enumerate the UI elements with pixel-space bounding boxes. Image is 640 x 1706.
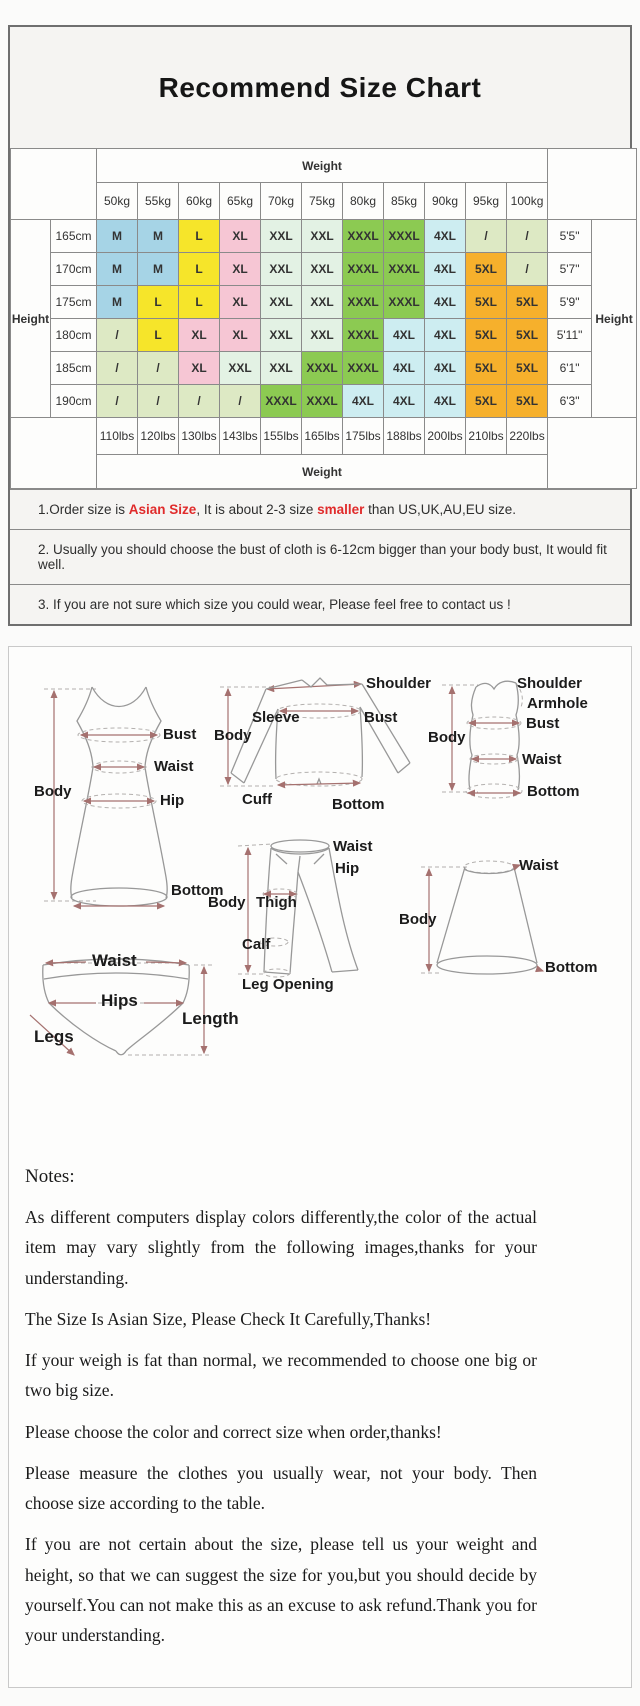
size-cell: L <box>138 319 179 352</box>
height-cm-cell: 185cm <box>51 352 97 385</box>
diagram-area <box>9 647 631 1152</box>
weight-kg-cell: 100kg <box>507 183 548 220</box>
corner-cell <box>548 418 637 489</box>
weight-lbs-cell: 130lbs <box>179 418 220 455</box>
size-cell: XXL <box>302 319 343 352</box>
brief-waist-label: Waist <box>92 951 137 970</box>
weight-lbs-row <box>11 418 637 455</box>
size-cell: XXXL <box>384 286 425 319</box>
height-label-right: Height <box>592 220 637 418</box>
weight-top-label: Weight <box>97 149 548 183</box>
weight-lbs-cell: 143lbs <box>220 418 261 455</box>
size-cell: / <box>97 385 138 418</box>
tank-body-label: Body <box>428 729 466 746</box>
size-table-body <box>11 149 637 489</box>
pants-thigh-label: Thigh <box>256 894 297 911</box>
size-cell: 4XL <box>425 319 466 352</box>
size-cell: M <box>138 220 179 253</box>
notes-section <box>9 1152 631 1650</box>
size-cell: XXXL <box>343 286 384 319</box>
size-cell: 5XL <box>466 319 507 352</box>
corner-cell <box>548 149 637 220</box>
size-row <box>11 319 637 352</box>
dress-waist-label: Waist <box>154 758 194 775</box>
weight-kg-cell: 65kg <box>220 183 261 220</box>
top-sleeve-label: Sleeve <box>252 709 300 726</box>
size-cell: L <box>179 286 220 319</box>
height-ft-cell: 6'3" <box>548 385 592 418</box>
pants-hip-label: Hip <box>335 860 360 877</box>
size-cell: XXXL <box>343 319 384 352</box>
weight-lbs-cell: 188lbs <box>384 418 425 455</box>
note-paragraph: As different computers display colors differently,the color of the actual item may vary slightly from the following images,thanks for your understanding. <box>25 1207 537 1288</box>
size-cell: XL <box>220 253 261 286</box>
height-cm-cell: 170cm <box>51 253 97 286</box>
size-cell: / <box>138 352 179 385</box>
size-cell: 4XL <box>384 385 425 418</box>
dress-hip-label: Hip <box>160 792 185 809</box>
size-cell: XXL <box>261 352 302 385</box>
top-bottom-label: Bottom <box>332 796 385 813</box>
height-cm-cell: 180cm <box>51 319 97 352</box>
size-cell: 5XL <box>507 352 548 385</box>
weight-lbs-cell: 155lbs <box>261 418 302 455</box>
chart-note-1-red-asian-size: Asian Size <box>128 502 197 517</box>
tank-bottom-label: Bottom <box>527 783 580 800</box>
top-cuff-label: Cuff <box>242 791 272 808</box>
chart-note-1-red-smaller: smaller <box>317 502 365 517</box>
size-cell: 4XL <box>425 352 466 385</box>
pants-leg-opening-label: Leg Opening <box>242 976 334 993</box>
height-label-left: Height <box>11 220 51 418</box>
corner-cell <box>11 418 97 489</box>
size-cell: / <box>97 352 138 385</box>
chart-note-1 <box>10 489 630 529</box>
corner-cell <box>11 149 97 220</box>
size-cell: / <box>179 385 220 418</box>
chart-note-2: 2. Usually you should choose the bust of cloth is 6-12cm bigger than your body bust, It would fit well. <box>10 529 630 584</box>
height-ft-cell: 5'11" <box>548 319 592 352</box>
dress-bust-label: Bust <box>163 726 197 743</box>
weight-lbs-cell: 165lbs <box>302 418 343 455</box>
chart-note-1-text: than US,UK,AU,EU size. <box>364 502 516 517</box>
chart-note-1-text: , It is about 2-3 size <box>196 502 318 517</box>
tank-armhole-label: Armhole <box>527 695 588 712</box>
size-cell: 5XL <box>466 286 507 319</box>
pants-body-label: Body <box>208 894 246 911</box>
chart-note-3: 3. If you are not sure which size you could wear, Please feel free to contact us ! <box>10 584 630 624</box>
size-cell: XL <box>220 220 261 253</box>
size-cell: XXXL <box>343 220 384 253</box>
pants-waist-label: Waist <box>333 838 373 855</box>
weight-lbs-cell: 110lbs <box>97 418 138 455</box>
size-cell: 4XL <box>343 385 384 418</box>
size-cell: XL <box>220 286 261 319</box>
weight-lbs-cell: 200lbs <box>425 418 466 455</box>
size-cell: / <box>138 385 179 418</box>
weight-lbs-cell: 220lbs <box>507 418 548 455</box>
size-cell: / <box>220 385 261 418</box>
size-cell: M <box>97 220 138 253</box>
size-cell: XXXL <box>384 220 425 253</box>
size-row <box>11 220 637 253</box>
height-cm-cell: 165cm <box>51 220 97 253</box>
size-row <box>11 385 637 418</box>
height-ft-cell: 5'7" <box>548 253 592 286</box>
dress-bottom-label: Bottom <box>171 882 224 899</box>
size-cell: 4XL <box>425 286 466 319</box>
size-cell: 4XL <box>384 319 425 352</box>
size-cell: 5XL <box>466 253 507 286</box>
weight-lbs-cell: 120lbs <box>138 418 179 455</box>
skirt-waist-label: Waist <box>519 857 559 874</box>
weight-header-row <box>11 149 637 183</box>
size-cell: XXXL <box>302 352 343 385</box>
skirt-diagram <box>385 823 635 978</box>
brief-legs-label: Legs <box>34 1027 74 1046</box>
dress-body-label: Body <box>34 783 72 800</box>
weight-lbs-cell: 210lbs <box>466 418 507 455</box>
top-shoulder-label: Shoulder <box>366 675 432 692</box>
size-cell: 5XL <box>507 286 548 319</box>
height-ft-cell: 5'9" <box>548 286 592 319</box>
size-cell: / <box>466 220 507 253</box>
size-cell: / <box>507 253 548 286</box>
note-paragraph: Please measure the clothes you usually wear, not your body. Then choose size according to the table. <box>25 1462 537 1514</box>
tank-bust-label: Bust <box>526 715 560 732</box>
size-cell: XL <box>179 352 220 385</box>
chart-note-1-text: 1.Order size is <box>38 502 129 517</box>
size-row <box>11 286 637 319</box>
weight-lbs-cell: 175lbs <box>343 418 384 455</box>
skirt-outline-icon <box>385 823 635 978</box>
size-cell: 5XL <box>466 385 507 418</box>
weight-kg-cell: 90kg <box>425 183 466 220</box>
measurement-info-box <box>8 646 632 1688</box>
size-cell: XXL <box>302 286 343 319</box>
size-cell: 5XL <box>507 385 548 418</box>
height-cm-cell: 190cm <box>51 385 97 418</box>
weight-kg-row <box>11 183 637 220</box>
tank-diagram <box>414 657 640 807</box>
weight-bottom-label: Weight <box>97 455 548 489</box>
size-cell: XXXL <box>343 253 384 286</box>
size-cell: XXL <box>220 352 261 385</box>
size-cell: / <box>97 319 138 352</box>
size-row <box>11 253 637 286</box>
size-cell: 4XL <box>425 253 466 286</box>
size-cell: XL <box>179 319 220 352</box>
tank-shoulder-label: Shoulder <box>517 675 583 692</box>
weight-kg-cell: 70kg <box>261 183 302 220</box>
size-row <box>11 352 637 385</box>
skirt-body-label: Body <box>399 911 437 928</box>
size-cell: XXXL <box>384 253 425 286</box>
tank-waist-label: Waist <box>522 751 562 768</box>
size-cell: XXXL <box>302 385 343 418</box>
size-cell: XXXL <box>343 352 384 385</box>
size-cell: L <box>179 220 220 253</box>
height-ft-cell: 5'5" <box>548 220 592 253</box>
note-paragraph: Please choose the color and correct size when order,thanks! <box>25 1421 442 1442</box>
size-cell: 4XL <box>425 385 466 418</box>
size-cell: L <box>138 286 179 319</box>
size-cell: M <box>97 253 138 286</box>
note-paragraph: If you are not certain about the size, please tell us your weight and height, so that we can suggest the size for you,but you should decide by yourself.You can not make this as an excuse to ask refund.Thank you for your understanding. <box>25 1534 537 1646</box>
weight-kg-cell: 95kg <box>466 183 507 220</box>
size-cell: 5XL <box>507 319 548 352</box>
brief-diagram <box>16 913 266 1073</box>
pants-calf-label: Calf <box>242 936 271 953</box>
top-body-label: Body <box>214 727 252 744</box>
brief-outline-icon <box>16 913 266 1073</box>
size-cell: M <box>97 286 138 319</box>
weight-kg-cell: 50kg <box>97 183 138 220</box>
height-cm-cell: 175cm <box>51 286 97 319</box>
size-cell: M <box>138 253 179 286</box>
size-cell: XXL <box>261 253 302 286</box>
brief-hips-label: Hips <box>101 991 138 1010</box>
skirt-bottom-label: Bottom <box>545 959 598 976</box>
note-paragraph: If your weigh is fat than normal, we recommended to choose one big or two big size. <box>25 1350 537 1401</box>
page-title: Recommend Size Chart <box>158 71 482 103</box>
note-paragraph: The Size Is Asian Size, Please Check It Carefully,Thanks! <box>25 1308 432 1329</box>
size-cell: / <box>507 220 548 253</box>
weight-kg-cell: 85kg <box>384 183 425 220</box>
size-cell: 4XL <box>425 220 466 253</box>
size-cell: XL <box>220 319 261 352</box>
notes-heading: Notes: <box>25 1166 75 1187</box>
top-bust-label: Bust <box>364 709 398 726</box>
height-ft-cell: 6'1" <box>548 352 592 385</box>
brief-length-label: Length <box>182 1009 239 1028</box>
size-cell: L <box>179 253 220 286</box>
size-cell: XXL <box>302 220 343 253</box>
size-cell: XXL <box>261 220 302 253</box>
weight-kg-cell: 60kg <box>179 183 220 220</box>
weight-kg-cell: 80kg <box>343 183 384 220</box>
size-table <box>10 148 637 489</box>
size-cell: XXXL <box>261 385 302 418</box>
size-cell: XXL <box>302 253 343 286</box>
weight-kg-cell: 55kg <box>138 183 179 220</box>
top-diagram <box>214 665 432 815</box>
size-chart-box <box>8 25 632 626</box>
size-cell: 4XL <box>384 352 425 385</box>
size-cell: XXL <box>261 286 302 319</box>
size-cell: XXL <box>261 319 302 352</box>
weight-kg-cell: 75kg <box>302 183 343 220</box>
weight-footer-row <box>11 455 637 489</box>
notes-paragraphs <box>25 1202 537 1650</box>
size-cell: 5XL <box>466 352 507 385</box>
